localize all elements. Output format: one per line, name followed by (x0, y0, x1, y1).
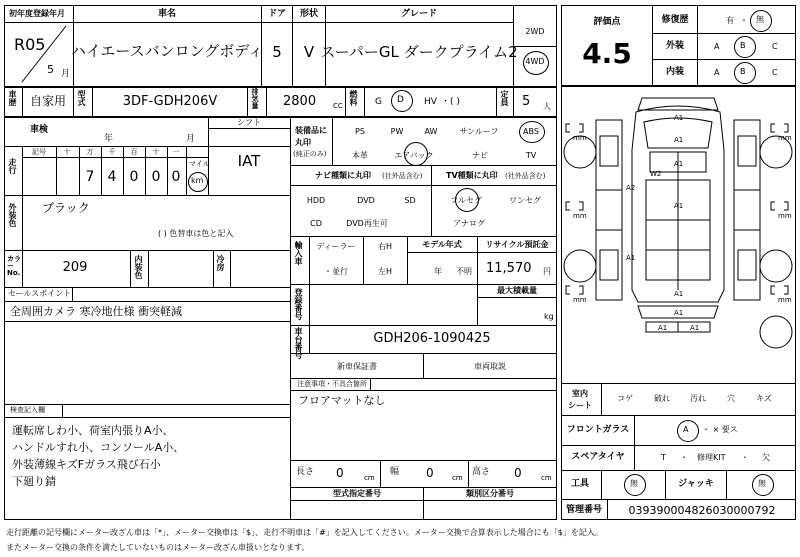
digit-2: 4 (107, 169, 117, 185)
usage-value: 自家用 (29, 94, 67, 108)
fuel-label: 燃料 (349, 90, 358, 106)
mark-a1-hood: A1 (674, 136, 684, 144)
shape-label: 形状 (299, 9, 319, 19)
notes-label: 注意事項・不具合箇所 (297, 380, 367, 388)
shape-value: V (303, 43, 315, 61)
shift-value: IAT (237, 152, 261, 170)
inspector-label: 検査記入欄 (10, 406, 45, 414)
model-year-unit: 年 (434, 267, 442, 276)
capacity-unit: 人 (543, 102, 551, 111)
control-value: 039390004826030000792 (628, 504, 776, 517)
navi-sub: (社外品含む) (382, 172, 423, 180)
seat-scratch: キズ (756, 394, 772, 403)
digit-4: 0 (151, 169, 161, 185)
model-value: 3DF-GDH206V (122, 94, 218, 109)
symbol-label: 記号 (32, 148, 46, 156)
footer-line-2: またメーター交換の条件を満たしていないものはメーター改ざん車扱いとなります。 (6, 543, 310, 552)
navi-dvd: DVD (357, 196, 375, 205)
inspector-line-1: 運転席しわ小、荷室内張りA小、 (12, 424, 174, 437)
type-designation-label: 型式指定番号 (333, 489, 381, 498)
recycle-unit: 円 (543, 267, 551, 276)
exterior-a: A (714, 42, 720, 51)
tools-label: 工具 (570, 479, 590, 489)
mark-a1-glass: A1 (674, 160, 684, 168)
model-label: 型式 (77, 90, 86, 106)
color-no-value: 209 (62, 260, 88, 275)
equip-ps: PS (355, 127, 365, 136)
digit-3: 0 (129, 169, 139, 185)
color-no-label: カラーNo. (7, 255, 21, 277)
digit-label-4: 十 (152, 148, 160, 156)
jack-label: ジャッキ (678, 479, 714, 489)
interior-b: B (740, 67, 746, 76)
seat-label-1: 室内 (572, 389, 588, 398)
repair-label: 修復歴 (661, 15, 689, 25)
equipment-label-2: 丸印 (295, 138, 311, 147)
tv-sub: (社外品含む) (505, 172, 546, 180)
first-reg-month-unit: 月 (61, 69, 71, 79)
tv-fullseg: フルセグ (450, 196, 482, 205)
exterior-b: B (740, 41, 746, 50)
inspector-line-3: 外装薄線キズFガラス飛び石小 (12, 458, 161, 471)
mark-a1-left: A1 (626, 254, 636, 262)
displacement-label: 排気量 (251, 88, 259, 109)
mm-mid-left: mm (573, 212, 587, 220)
navi-cd: CD (310, 219, 322, 228)
interior-color-label: 内装色 (134, 255, 143, 279)
tv-analog: アナログ (453, 219, 485, 228)
score-label: 評価点 (593, 17, 621, 27)
equip-aw: AW (424, 127, 438, 136)
repair-no: 無 (756, 15, 764, 24)
first-reg-year: R05 (14, 35, 46, 54)
seat-label-2: シート (568, 401, 592, 410)
score-value: 4.5 (582, 37, 632, 70)
seat-dirt: 汚れ (690, 394, 706, 403)
equipment-sub: (純正のみ) (293, 150, 327, 158)
inspection-label: 車検 (30, 125, 49, 135)
exterior-label: 外装 (665, 41, 685, 51)
length-value: 0 (336, 466, 344, 480)
import-dealer: ディーラー (316, 242, 356, 251)
tv-label: TV種類に丸印 (446, 171, 498, 180)
interior-a: A (714, 68, 720, 77)
tv-oneseg: ワンセグ (509, 196, 541, 205)
fuel-other: ・( ) (441, 97, 460, 107)
reg-no-label: 登録番号 (294, 288, 303, 320)
color-label: 外装色 (8, 203, 17, 227)
digit-label-3: 百 (130, 148, 138, 156)
mile-label: マイル (189, 160, 210, 168)
mileage-label: 走行 (8, 158, 17, 174)
mark-a1-bumper: A1 (674, 309, 684, 317)
km-label: km (191, 176, 204, 185)
glass-value: A (683, 425, 689, 434)
manual-label: 車両取説 (474, 362, 506, 371)
mark-a1-rear: A1 (674, 290, 684, 298)
fuel-g: G (375, 97, 382, 107)
footer-line-1: 走行距離の記号欄にメーター改ざん車は「*」、メーター交換車は「$」、走行不明車は「#」を記入してください。メーター交換で合算表示した場合にも「$」を記入。 (6, 528, 603, 537)
equip-airbag: エアバック (394, 151, 434, 160)
ac-label: 冷房 (216, 255, 225, 271)
spare-label: スペアタイヤ (571, 452, 625, 462)
inspector-line-4: 下廻り錆 (12, 475, 56, 488)
height-value: 0 (514, 466, 522, 480)
warranty-label: 新車保証書 (337, 362, 377, 371)
car-name-label: 車名 (157, 9, 177, 19)
paint-change-note: ( ) 色替車は色と記入 (158, 229, 234, 238)
mark-a1-rr: A1 (690, 324, 700, 332)
repair-sep: ・ (740, 16, 748, 25)
first-reg-month: 5 (47, 63, 54, 76)
first-reg-label: 初年度登録年月 (9, 9, 65, 18)
sales-point-label: セールスポイント (8, 289, 72, 298)
drive-2wd: 2WD (525, 27, 545, 36)
repair-yes: 有 (726, 16, 734, 25)
digit-1: 7 (85, 169, 95, 185)
digit-5: 0 (171, 169, 181, 185)
mm-rear-left: mm (573, 296, 587, 304)
equip-navi: ナビ (472, 151, 488, 160)
digit-label-0: 十 (63, 148, 71, 156)
car-damage-diagram (562, 90, 795, 380)
notes-value: フロアマットなし (298, 394, 386, 407)
digit-label-2: 千 (108, 148, 116, 156)
spare-sep-1: ・ (680, 453, 688, 462)
length-label: 長さ (296, 467, 315, 477)
mark-w2: W2 (650, 170, 662, 178)
mm-rear-right: mm (778, 296, 792, 304)
height-unit: cm (541, 474, 552, 482)
equip-tv: TV (525, 151, 537, 160)
seat-burn: コゲ (617, 394, 633, 403)
seat-tear: 破れ (654, 394, 670, 403)
import-right-h: 右H (377, 242, 393, 251)
length-unit: cm (364, 474, 375, 482)
door-value: 5 (272, 43, 282, 61)
mark-a1-rl: A1 (658, 324, 668, 332)
height-label: 高さ (472, 467, 491, 477)
seat-hole: 穴 (727, 394, 735, 403)
displacement-value: 2800 (283, 94, 317, 109)
equip-leather: 本革 (352, 151, 368, 160)
recycle-value: 11,570 (486, 261, 532, 276)
car-name: ハイエースバンロングボディ (70, 42, 264, 60)
max-load-label: 最大積載量 (497, 286, 537, 295)
recycle-label: リサイクル預託金 (485, 240, 549, 249)
max-load-unit: kg (544, 312, 554, 321)
model-year-value: 不明 (456, 267, 472, 276)
width-label: 幅 (390, 467, 400, 477)
import-label: 輸入車 (294, 241, 303, 265)
interior-label: 内装 (665, 67, 685, 77)
mark-a2: A2 (626, 184, 636, 192)
digit-label-1: 万 (86, 148, 94, 156)
control-label: 管理番号 (565, 505, 603, 515)
navi-dvd-play: DVD再生可 (346, 219, 388, 228)
interior-c: C (772, 68, 778, 77)
mm-mid-right: mm (778, 212, 792, 220)
equip-sunroof: サンルーフ (459, 127, 499, 136)
capacity-value: 5 (522, 94, 531, 109)
inspection-year-unit: 年 (104, 134, 114, 144)
spare-sep-2: ・ (741, 453, 749, 462)
grade-value: スーパーGL ダークプライム2 (320, 43, 518, 61)
door-label: ドア (268, 9, 286, 19)
fuel-d: D (397, 95, 404, 105)
sales-point-value: 全周囲カメラ 寒冷地仕様 衝突軽減 (10, 305, 182, 318)
mark-a1-front: A1 (674, 114, 684, 122)
jack-value: 無 (758, 479, 766, 488)
inspector-line-2: ハンドルすれ小、コンソールA小、 (12, 441, 185, 454)
equip-abs: ABS (523, 127, 539, 136)
navi-label: ナビ種類に丸印 (315, 171, 371, 180)
import-left-h: 左H (377, 267, 393, 276)
width-unit: cm (452, 474, 463, 482)
usage-label: 車歴 (8, 90, 17, 106)
spare-missing: 欠 (762, 453, 770, 462)
shift-label: シフト (237, 118, 261, 127)
capacity-label: 定員 (500, 90, 509, 106)
width-value: 0 (426, 466, 434, 480)
chassis-value: GDH206-1090425 (373, 331, 491, 346)
glass-replace: ・ × 要ス (702, 425, 738, 434)
spare-t: T (661, 453, 666, 462)
grade-label: グレード (400, 9, 438, 19)
mm-front-left: mm (573, 134, 587, 142)
spare-kit: 修理KIT (697, 453, 726, 462)
inspection-month-unit: 月 (186, 134, 196, 144)
navi-hdd: HDD (306, 196, 326, 205)
model-year-label: モデル年式 (422, 240, 462, 249)
chassis-label: 車台番号 (294, 327, 303, 359)
equip-pw: PW (390, 127, 404, 136)
glass-label: フロントガラス (566, 425, 630, 435)
tools-value: 無 (630, 479, 638, 488)
drive-4wd: 4WD (525, 57, 545, 66)
class-number-label: 類別区分番号 (466, 489, 514, 498)
mm-front-right: mm (778, 134, 792, 142)
exterior-c: C (772, 42, 778, 51)
mark-a1-roof: A1 (674, 202, 684, 210)
equipment-label-1: 装備品に (295, 126, 327, 135)
import-parallel: ・並行 (324, 267, 348, 276)
navi-sd: SD (404, 196, 416, 205)
digit-label-5: 一 (172, 148, 180, 156)
fuel-hv: HV (424, 97, 437, 107)
color-value: ブラック (42, 201, 90, 215)
cc-unit: CC (333, 102, 343, 110)
